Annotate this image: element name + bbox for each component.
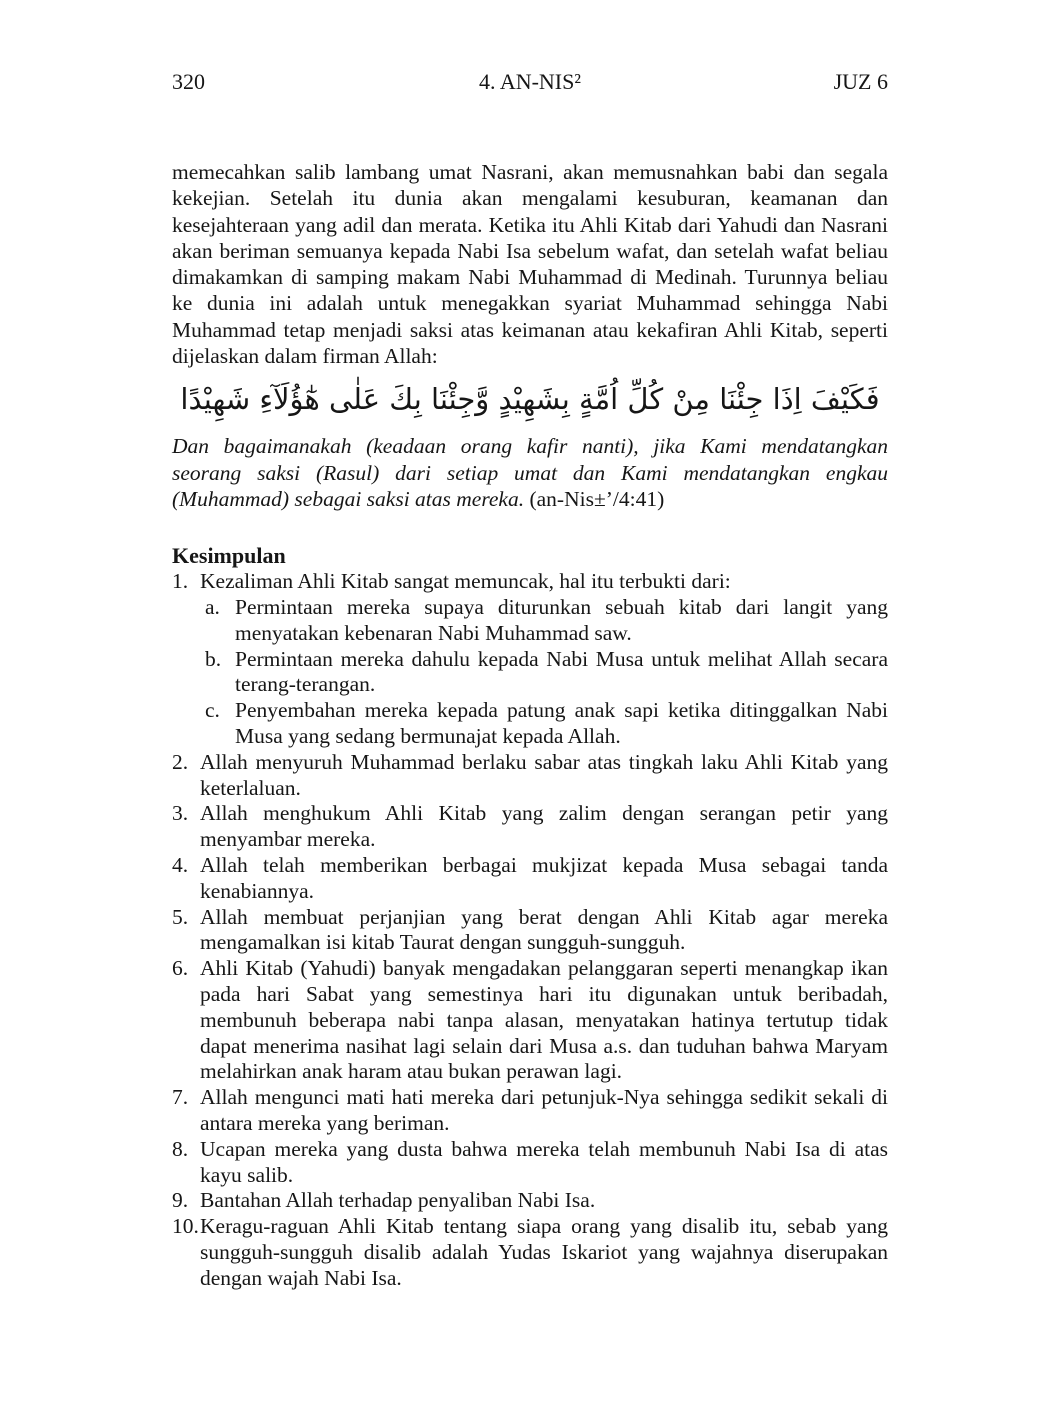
intro-paragraph: memecahkan salib lambang umat Nasrani, akan memusnahkan babi dan segala kekejian. Setelah itu dunia akan mengalami kesuburan, keamanan dan kesejahteraan yang adil dan merata. Ketika itu Ahli Kitab dari Yahudi dan Nasrani akan beriman semuanya kepada Nabi Isa sebelum wafat, dan setelah wafat beliau dimakamkan di samping makam Nabi Muhammad di Medinah. Turunnya beliau ke dunia ini adalah untuk menegakkan syariat Muhammad sehingga Nabi Muhammad tetap menjadi saksi atas keimanan atau kekafiran Ahli Kitab, seperti dijelaskan dalam firman Allah: (172, 160, 888, 369)
list-item-2 (172, 750, 888, 802)
list-item-1 (172, 569, 888, 750)
sublist-item-b (205, 647, 888, 699)
list-item-9-marker: 9. (172, 1188, 189, 1213)
list-item-10-marker: 10. (172, 1214, 199, 1239)
verse-reference: (an-Nis±’/4:41) (529, 486, 665, 511)
list-item-8 (172, 1137, 888, 1189)
list-item-4-text: Allah telah memberikan berbagai mukjizat kepada Musa sebagai tanda kenabiannya. (200, 853, 888, 903)
verse-translation (172, 433, 888, 512)
verse-translation-text: Dan bagaimanakah (keadaan orang kafir nanti), jika Kami mendatangkan seorang saksi (Rasul) dari setiap umat dan Kami mendatangkan engkau (Muhammad) sebagai saksi atas mereka. (172, 434, 888, 511)
list-item-7 (172, 1085, 888, 1137)
sublist-item-c-text: Penyembahan mereka kepada patung anak sapi ketika ditinggalkan Nabi Musa yang sedang bermunajat kepada Allah. (235, 698, 888, 749)
list-item-8-marker: 8. (172, 1136, 189, 1161)
list-item-2-marker: 2. (172, 749, 189, 774)
list-item-3-marker: 3. (172, 801, 189, 826)
list-item-6 (172, 956, 888, 1085)
surah-title: 4. AN-NIS² (479, 69, 581, 94)
list-item-4-marker: 4. (172, 853, 189, 878)
list-item-6-text: Ahli Kitab (Yahudi) banyak mengadakan pelanggaran seperti menangkap ikan pada hari Sabat yang semestinya hari itu digunakan untuk beribadah, membunuh beberapa nabi tanpa alasan, menyatakan hatinya tertutup tidak dapat menerima nasihat lagi selain dari Musa a.s. dan tuduhan bahwa Maryam melahirkan anak haram atau bukan perawan lagi. (200, 956, 888, 1084)
juz-label: JUZ 6 (833, 69, 888, 94)
sublist-item-a-text: Permintaan mereka supaya diturunkan sebuah kitab dari langit yang menyatakan kebenaran Nabi Muhammad saw. (235, 595, 888, 645)
page-content (172, 68, 888, 1292)
list-item-8-text: Ucapan mereka yang dusta bahwa mereka telah membunuh Nabi Isa di atas kayu salib. (200, 1136, 888, 1187)
arabic-verse: فَكَيْفَ اِذَا جِئْنَا مِنْ كُلِّ اُمَّةٍ بِشَهِيْدٍ وَّجِئْنَا بِكَ عَلٰى هٰٓؤُلَآءِ شَهِيْدًا (180, 382, 880, 417)
sublist-item-b-text: Permintaan mereka dahulu kepada Nabi Musa untuk melihat Allah secara terang-terangan. (235, 646, 888, 697)
sublist-item-a (205, 595, 888, 647)
list-item-1-text: Kezaliman Ahli Kitab sangat memuncak, hal itu terbukti dari: (200, 569, 731, 594)
list-item-6-marker: 6. (172, 956, 189, 981)
list-item-7-text: Allah mengunci mati hati mereka dari petunjuk-Nya sehingga sedikit sekali di antara mereka yang beriman. (200, 1085, 888, 1135)
list-item-3 (172, 801, 888, 853)
sublist-item-a-marker: a. (205, 595, 220, 620)
sublist-item-c-marker: c. (205, 698, 220, 723)
list-item-5-marker: 5. (172, 904, 189, 929)
kesimpulan-list (172, 569, 888, 1291)
list-item-4 (172, 853, 888, 905)
sublist-1 (205, 595, 888, 750)
list-item-3-text: Allah menghukum Ahli Kitab yang zalim dengan serangan petir yang menyambar mereka. (200, 801, 888, 852)
list-item-10-text: Keragu-raguan Ahli Kitab tentang siapa orang yang disalib itu, sebab yang sungguh-sungguh disalib adalah Yudas Iskariot yang wajahnya diserupakan dengan wajah Nabi Isa. (200, 1214, 888, 1290)
list-item-5 (172, 905, 888, 957)
kesimpulan-heading: Kesimpulan (172, 543, 286, 569)
list-item-2-text: Allah menyuruh Muhammad berlaku sabar atas tingkah laku Ahli Kitab yang keterlaluan. (200, 749, 888, 800)
list-item-1-marker: 1. (172, 569, 189, 594)
sublist-item-b-marker: b. (205, 646, 222, 671)
list-item-9-text: Bantahan Allah terhadap penyaliban Nabi Isa. (200, 1188, 596, 1213)
list-item-5-text: Allah membuat perjanjian yang berat dengan Ahli Kitab agar mereka mengamalkan isi kitab Taurat dengan sungguh-sungguh. (200, 904, 888, 955)
page-number: 320 (172, 69, 205, 94)
list-item-9 (172, 1188, 888, 1214)
page-header (172, 68, 888, 95)
list-item-10 (172, 1214, 888, 1291)
sublist-item-c (205, 698, 888, 750)
list-item-1-body (200, 569, 888, 750)
list-item-7-marker: 7. (172, 1085, 189, 1110)
